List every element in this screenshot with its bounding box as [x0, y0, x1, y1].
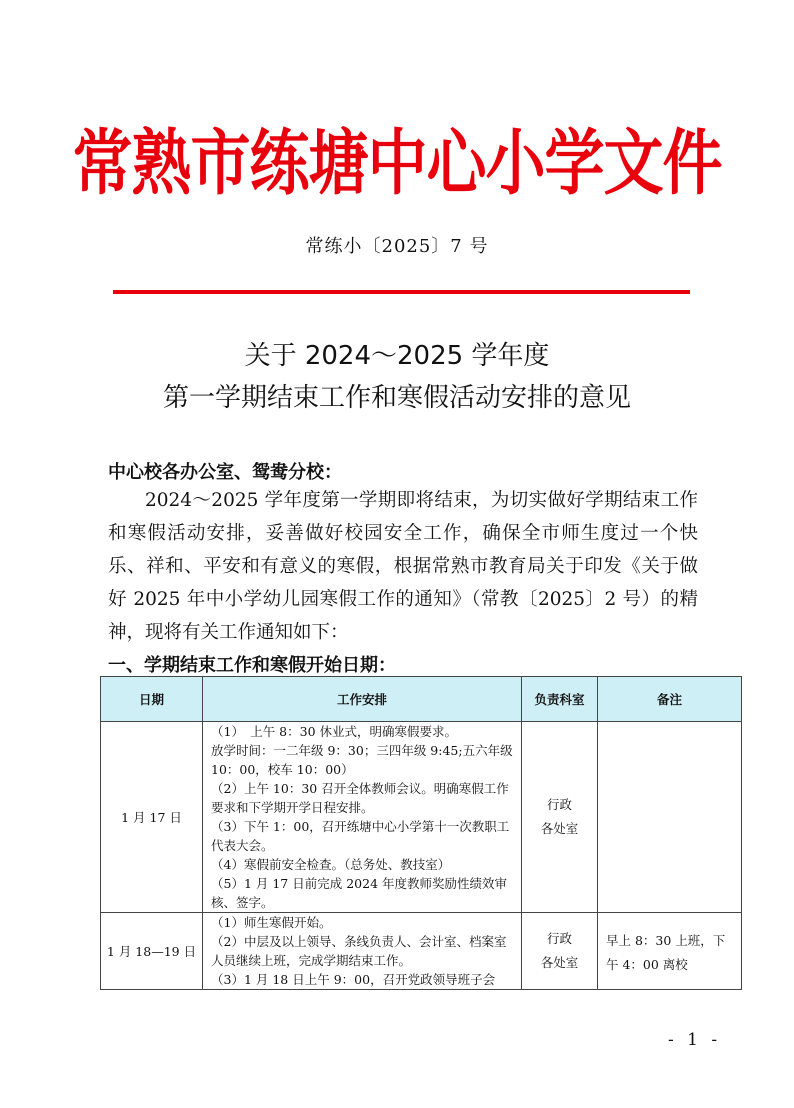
masthead-title: 常熟市练塘中心小学文件: [72, 122, 722, 206]
schedule-table: [100, 676, 742, 990]
row-work: [203, 722, 522, 913]
header-note: 备注: [598, 677, 742, 722]
row-dept: [522, 722, 598, 913]
work-item: （2）上午 10：30 召开全体教师会议。明确寒假工作要求和下学期开学日程安排。: [211, 781, 509, 815]
row-note: [598, 722, 742, 913]
table-row: [101, 913, 742, 990]
work-item: （5）1 月 17 日前完成 2024 年度教师奖励性绩效审核、签字。: [211, 876, 507, 910]
header-date: 日期: [101, 677, 203, 722]
document-title-line-2: 第一学期结束工作和寒假活动安排的意见: [162, 383, 631, 413]
work-item: （4）寒假前安全检查。（总务处、教技室）: [211, 857, 451, 872]
section-1-heading: 一、学期结束工作和寒假开始日期：: [108, 655, 396, 676]
intro-paragraph: 2024～2025 学年度第一学期即将结束，为切实做好学期结束工作和寒假活动安排，妥善做好校园安全工作，确保全市师生度过一个快乐、祥和、平安和有意义的寒假，根据常熟市教育局关于印发《关于做好 2025 年中小学幼儿园寒假工作的通知》（常教〔2025〕2 号）的精神，现将有关工作通知如下：: [108, 490, 698, 643]
row-date: 1 月 18—19 日: [101, 913, 203, 990]
document-title-line-1: 关于 2024～2025 学年度: [244, 341, 550, 371]
dept-line: 各处室: [540, 955, 579, 970]
salutation: 中心校各办公室、鸳鸯分校：: [108, 462, 342, 483]
table-row: [101, 722, 742, 913]
header-dept: 负责科室: [522, 677, 598, 722]
row-dept: [522, 913, 598, 990]
dept-line: 行政: [546, 797, 572, 812]
work-item: 放学时间：一二年级 9：30；三四年级 9:45;五六年级 10：00，校车 10：00）: [211, 743, 513, 777]
dept-line: 各处室: [540, 821, 579, 836]
header-work: 工作安排: [203, 677, 522, 722]
table-header-row: [101, 677, 742, 722]
dept-line: 行政: [546, 931, 572, 946]
work-item: （1）师生寒假开始。: [211, 915, 332, 930]
work-item: （2）中层及以上领导、条线负责人、会计室、档案室人员继续上班，完成学期结束工作。: [211, 934, 507, 968]
page-number: - 1 -: [668, 1030, 722, 1050]
row-work: [203, 913, 522, 990]
work-item: （3）1 月 18 日上午 9：00，召开党政领导班子会: [211, 972, 496, 987]
red-divider-line: [113, 290, 690, 294]
row-date: 1 月 17 日: [101, 722, 203, 913]
document-number: 常练小〔2025〕7 号: [305, 236, 489, 257]
row-note: 早上 8：30 上班，下午 4：00 离校: [598, 913, 742, 990]
work-item: （3）下午 1：00，召开练塘中心小学第十一次教职工代表大会。: [211, 819, 510, 853]
work-item: （1） 上午 8：30 休业式，明确寒假要求。: [211, 724, 458, 739]
